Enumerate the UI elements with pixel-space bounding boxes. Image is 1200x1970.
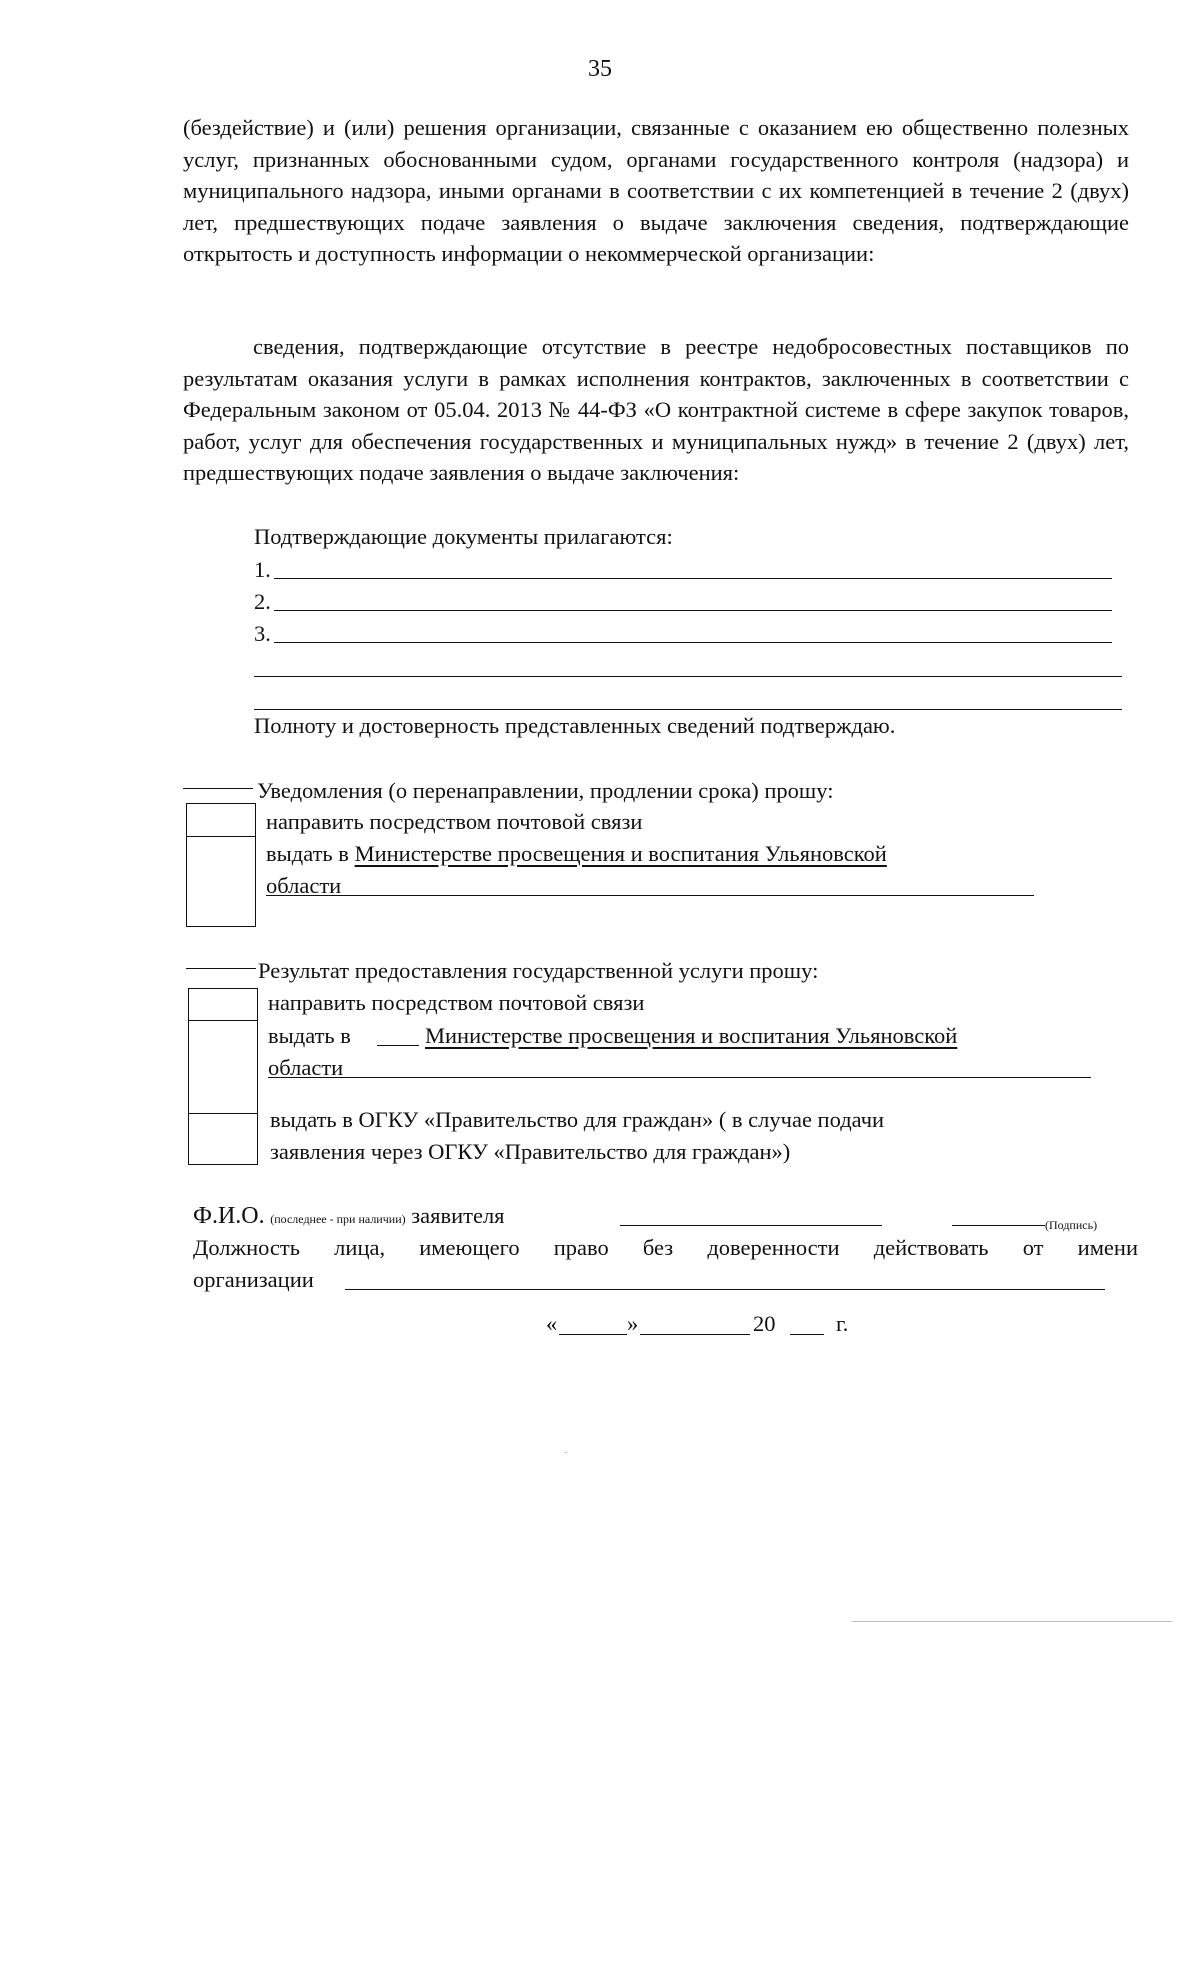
result-ministry-region: области xyxy=(268,1055,344,1080)
result-option-ogku-line2: заявления через ОГКУ «Правительство для граждан») xyxy=(270,1139,791,1164)
applicant-name-line[interactable] xyxy=(620,1225,882,1226)
notifications-ministry-checkbox[interactable] xyxy=(186,836,256,927)
scan-artifact-line xyxy=(852,1621,1172,1622)
date-close-quote: » xyxy=(627,1311,639,1336)
attachment-line-4[interactable] xyxy=(254,676,1122,677)
result-region-line[interactable] xyxy=(268,1077,1091,1078)
notifications-title: Уведомления (о перенаправлении, продлении срока) прошу: xyxy=(257,778,834,803)
result-post-checkbox[interactable] xyxy=(188,988,258,1021)
applicant-label: заявителя xyxy=(411,1203,505,1228)
attachment-line-1[interactable] xyxy=(274,578,1112,579)
attachment-line-3[interactable] xyxy=(274,642,1112,643)
result-option-post: направить посредством почтовой связи xyxy=(268,990,645,1015)
notifications-box-top-line xyxy=(183,788,253,789)
paragraph-unfair-suppliers-text: сведения, подтверждающие отсутствие в реестре недобросовестных поставщиков по результатам оказания услуги в рамках исполнения контрактов, заключенных в соответствии с Федеральным законом от 05.04. 2013 № 44-ФЗ «О контрактной системе в сфере закупок товаров, работ, услуг для обеспечения государственных и муниципальных нужд» в течение 2 (двух) лет, предшествующих подаче заявления о выдаче заключения: xyxy=(183,334,1129,485)
signature-line[interactable] xyxy=(952,1225,1045,1226)
attachment-line-2[interactable] xyxy=(274,610,1112,611)
paragraph-unfair-suppliers-registry xyxy=(183,331,1129,489)
date-open-quote: « xyxy=(546,1311,558,1336)
attachments-title: Подтверждающие документы прилагаются: xyxy=(254,524,673,549)
attachment-line-5[interactable] xyxy=(254,709,1122,710)
result-ministry-name: Министерстве просвещения и воспитания Ульяновской xyxy=(425,1023,958,1048)
notifications-region-line[interactable] xyxy=(266,895,1034,896)
page-number: 35 xyxy=(588,56,612,82)
result-ministry-checkbox[interactable] xyxy=(188,1020,258,1114)
scan-artifact-dot xyxy=(565,1452,567,1453)
notifications-ministry-prefix: выдать в xyxy=(266,841,355,866)
result-title: Результат предоставления государственной услуги прошу: xyxy=(258,958,819,983)
position-label-line1: Должность лица, имеющего право без доверенности действовать от имени xyxy=(193,1235,1138,1260)
notifications-ministry-region: области xyxy=(266,873,342,898)
confirmation-text: Полноту и достоверность представленных сведений подтверждаю. xyxy=(254,713,896,738)
notifications-option-post: направить посредством почтовой связи xyxy=(266,809,643,834)
paragraph-inaction-decisions: (бездействие) и (или) решения организации, связанные с оказанием ею общественно полезных услуг, признанных обоснованными судом, органами государственного контроля (надзора) и муниципального надзора, иными органами в соответствии с их компетенцией в течение 2 (двух) лет, предшествующих подаче заявления о выдаче заключения сведения, подтверждающие открытость и доступность информации о некоммерческой организации: xyxy=(183,115,1129,266)
fio-label: Ф.И.О. xyxy=(193,1203,265,1229)
attachment-number-3: 3. xyxy=(254,621,271,646)
signature-note: (Подпись) xyxy=(1045,1218,1098,1232)
date-day-line[interactable] xyxy=(559,1334,627,1335)
fio-note: (последнее - при наличии) xyxy=(270,1212,406,1226)
fio-row xyxy=(193,1201,505,1234)
attachment-number-2: 2. xyxy=(254,589,271,614)
notifications-post-checkbox[interactable] xyxy=(186,803,256,837)
notifications-option-ministry xyxy=(266,839,887,869)
position-label-line2: организации xyxy=(193,1267,314,1292)
date-year-prefix: 20 xyxy=(753,1311,776,1336)
result-ministry-prefix: выдать в xyxy=(268,1023,351,1048)
result-ministry-blank-line[interactable] xyxy=(377,1045,419,1046)
result-ogku-checkbox[interactable] xyxy=(188,1113,258,1165)
position-line[interactable] xyxy=(345,1289,1105,1290)
date-month-line[interactable] xyxy=(640,1334,750,1335)
notifications-ministry-name: Министерстве просвещения и воспитания Ульяновской xyxy=(354,841,887,866)
result-option-ogku-line1: выдать в ОГКУ «Правительство для граждан» ( в случае подачи xyxy=(270,1107,885,1132)
attachment-number-1: 1. xyxy=(254,557,271,582)
date-year-line[interactable] xyxy=(790,1334,824,1335)
result-box-top-line xyxy=(186,968,256,969)
date-year-suffix: г. xyxy=(836,1311,849,1336)
